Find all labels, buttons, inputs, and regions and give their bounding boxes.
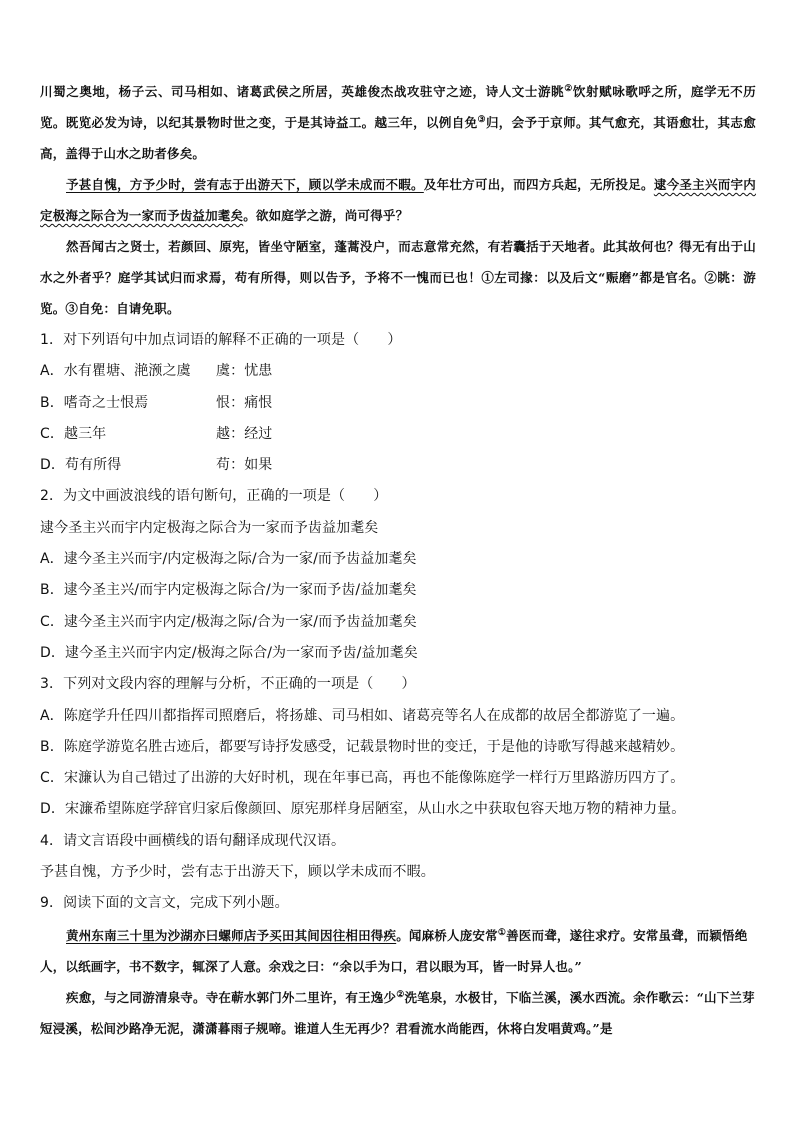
passage-1-paragraph-2: [40, 169, 756, 231]
option-label: C．越三年: [40, 425, 107, 442]
question-block: [40, 325, 756, 920]
passage-2-paragraph-1: [40, 920, 756, 982]
passage-text: 然吾闻古之贤士，若颜回、原宪，皆坐守陋室，蓬蒿没户，而志意常充然，有若囊括于天地者。此其故何也？得无有出于山水之外者乎？庭学其试归而求焉，苟有所得，则以告予，予将不一愧而已也！①左司掾：以及后文“赈磨”都是官名。②眺：游览。③自免：自请免职。: [40, 239, 756, 316]
passage-text: 。闻麻桥人庞安常: [396, 928, 498, 943]
option-gloss: 越：经过: [216, 425, 273, 442]
option-gloss: 虞：忧患: [216, 363, 273, 380]
footnote-marker: ②: [564, 83, 573, 94]
q3-option-c[interactable]: C．宋濂认为自己错过了出游的大好时机，现在年事已高，再也不能像陈庭学一样行万里路游历四方了。: [40, 770, 685, 787]
passage-text: 。欲如庭学之游，尚可得乎？: [243, 208, 409, 223]
passage-text: 川蜀之奥地，杨子云、司马相如、诸葛武侯之所居，英雄俊杰战攻驻守之迹，诗人文士游眺: [40, 84, 565, 99]
q3-option-d[interactable]: D．宋濂希望陈庭学辞官归家后像颜回、原宪那样身居陋室，从山水之中获取包容天地万物的精神力量。: [40, 801, 686, 818]
underlined-sentence: 予甚自愧，方予少时，尝有志于出游天下，顾以学未成而不暇。: [66, 177, 424, 192]
option-gloss: 恨：痛恨: [216, 394, 273, 411]
option-gloss: 苟：如果: [216, 457, 273, 474]
passage-1-paragraph-3: [40, 231, 756, 324]
footnote-marker: ②: [396, 989, 405, 1000]
q1-option-a[interactable]: [40, 356, 756, 387]
q1-option-c[interactable]: [40, 419, 756, 450]
q4-stem: 4．请文言语段中画横线的语句翻译成现代汉语。: [40, 832, 346, 849]
passage-1-paragraph-1: [40, 76, 756, 169]
wavy-underlined-sentence: 逮今圣主兴而宇内定极海之际合为一家而予齿益加耄矣: [40, 177, 756, 223]
passage-text: 及年壮方可出，而四方兵起，无所投足。: [423, 177, 654, 192]
q1-option-b[interactable]: [40, 388, 756, 419]
passage-2-paragraph-2: [40, 982, 756, 1044]
q3-option-a[interactable]: A．陈庭学升任四川都指挥司照磨后，将扬雄、司马相如、诸葛亮等名人在成都的故居全都游览了一遍。: [40, 707, 685, 724]
option-label: A．水有瞿塘、滟滪之虞: [40, 363, 191, 380]
footnote-marker: ①: [497, 927, 507, 938]
option-label: D．苟有所得: [40, 457, 122, 474]
q3-option-b[interactable]: B．陈庭学游览名胜古迹后，都要写诗抒发感受，记载景物时世的变迁，于是他的诗歌写得越来越精妙。: [40, 738, 685, 755]
option-label: B．嗜奇之士恨焉: [40, 394, 149, 411]
q9-stem: 9．阅读下面的文言文，完成下列小题。: [40, 895, 289, 912]
passage-text: 疾愈，与之同游清泉寺。寺在蕲水郭门外二里许，有王逸少: [66, 990, 397, 1005]
q2-option-c[interactable]: C．逮今圣主兴而宇内定/极海之际/合为一家/而予齿益加耄矣: [40, 613, 417, 630]
passage-text: 善医而聋，遂往求疗。安常虽聋，而颖悟绝人，以纸画字，书不数字，辄深了人意。余戏之曰：“余以手为口，君以眼为耳，皆一时异人也。”: [40, 928, 748, 974]
q2-option-d[interactable]: D．逮今圣主兴而宇内定/极海之际合/为一家而予齿/益加耄矣: [40, 644, 418, 661]
q2-stem: 2．为文中画波浪线的语句断句，正确的一项是（ ）: [40, 488, 388, 505]
passage-2: [40, 920, 756, 1044]
q2-option-b[interactable]: B．逮今圣主兴/而宇内定极海之际合/为一家而予齿/益加耄矣: [40, 582, 417, 599]
q2-sentence: 逮今圣主兴而宇内定极海之际合为一家而予齿益加耄矣: [40, 519, 379, 536]
passage-1: [40, 76, 756, 324]
underlined-sentence: 黄州东南三十里为沙湖亦曰螺师店予买田其间因往相田得疾: [66, 928, 397, 943]
q1-stem: 1．对下列语句中加点词语的解释不正确的一项是（ ）: [40, 332, 402, 348]
q4-sentence: 予甚自愧，方予少时，尝有志于出游天下，顾以学未成而不暇。: [40, 864, 435, 881]
q3-stem: 3．下列对文段内容的理解与分析，不正确的一项是（ ）: [40, 676, 416, 693]
passage-text: 归，会予于京师。其气愈充，其语愈壮，其志愈高，盖得于山水之助者侈矣。: [40, 115, 756, 161]
q2-option-a[interactable]: A．逮今圣主兴而宇/内定极海之际/合为一家/而予齿益加耄矣: [40, 551, 417, 568]
footnote-marker: ③: [477, 114, 486, 125]
passage-text: 洗笔泉，水极甘，下临兰溪，溪水西流。余作歌云：“山下兰芽短浸溪，松间沙路净无泥，潇潇暮雨子规啼。谁道人生无再少？君看流水尚能西，休将白发唱黄鸡。”是: [40, 990, 755, 1036]
passage-text: 饮射赋咏歌呼之所，庭学无不历览。既览必发为诗，以纪其景物时世之变，于是其诗益工。越三年，以例自免: [40, 84, 756, 130]
q1-option-d[interactable]: [40, 450, 756, 481]
